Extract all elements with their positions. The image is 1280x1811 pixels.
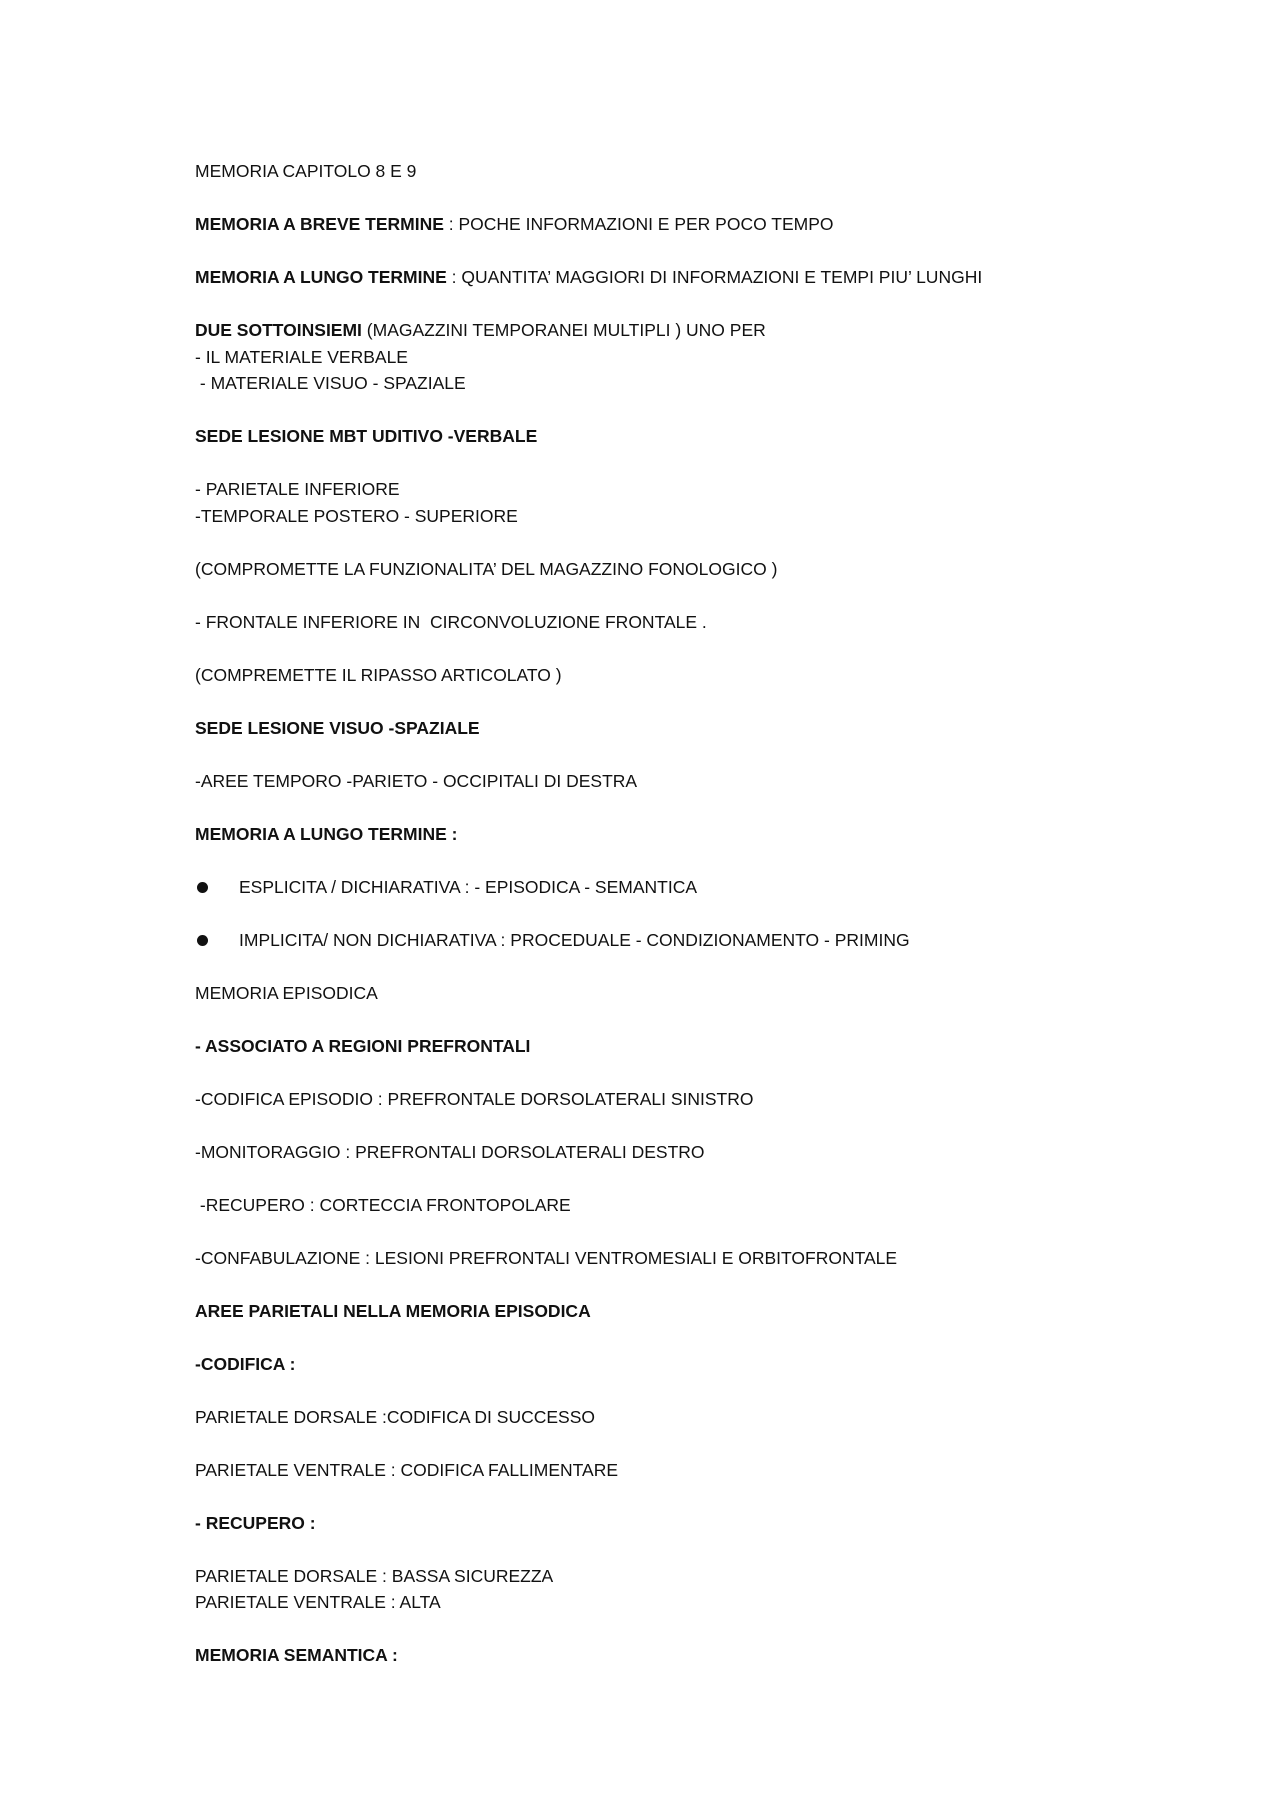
mlt-bullet-list — [195, 874, 1195, 954]
codifica-line: PARIETALE VENTRALE : CODIFICA FALLIMENTARE — [195, 1459, 619, 1480]
episodica-subheading: - ASSOCIATO A REGIONI PREFRONTALI — [195, 1035, 531, 1056]
recupero-heading: - RECUPERO : — [195, 1512, 316, 1533]
list-item — [195, 874, 1195, 901]
sottoinsiemi-def: (MAGAZZINI TEMPORANEI MULTIPLI ) UNO PER — [361, 320, 766, 340]
bullet-dot-icon — [197, 935, 208, 946]
bullet-text: ESPLICITA / DICHIARATIVA : - EPISODICA - SEMANTICA — [239, 876, 698, 897]
mlt-definition — [195, 264, 1195, 291]
episodica-heading: MEMORIA EPISODICA — [195, 982, 378, 1003]
sede-mbt-heading: SEDE LESIONE MBT UDITIVO -VERBALE — [195, 426, 538, 446]
list-item — [195, 927, 1195, 954]
episodica-line: -CODIFICA EPISODIO : PREFRONTALE DORSOLATERALI SINISTRO — [195, 1088, 754, 1109]
recupero-list — [195, 1563, 1195, 1616]
codifica-line: PARIETALE DORSALE :CODIFICA DI SUCCESSO — [195, 1406, 595, 1427]
sottoinsiemi-line: - IL MATERIALE VERBALE — [195, 346, 408, 367]
mlt-section-heading: MEMORIA A LUNGO TERMINE : — [195, 823, 458, 844]
episodica-line: -MONITORAGGIO : PREFRONTALI DORSOLATERALI DESTRO — [195, 1141, 705, 1162]
episodica-line: -CONFABULAZIONE : LESIONI PREFRONTALI VENTROMESIALI E ORBITOFRONTALE — [195, 1247, 898, 1268]
sede-mbt-line: -TEMPORALE POSTERO - SUPERIORE — [195, 505, 518, 526]
mbt-definition — [195, 211, 1195, 238]
document-page — [195, 158, 1195, 1695]
bullet-dot-icon — [197, 882, 208, 893]
mlt-term: MEMORIA A LUNGO TERMINE — [195, 267, 447, 287]
parietali-heading: AREE PARIETALI NELLA MEMORIA EPISODICA — [195, 1300, 591, 1321]
sede-mbt-note: (COMPROMETTE LA FUNZIONALITA’ DEL MAGAZZINO FONOLOGICO ) — [195, 558, 778, 579]
sede-visuo-spaziale-heading: SEDE LESIONE VISUO -SPAZIALE — [195, 717, 480, 738]
sottoinsiemi-line: - MATERIALE VISUO - SPAZIALE — [195, 373, 466, 393]
sede-visuo-spaziale-line: -AREE TEMPORO -PARIETO - OCCIPITALI DI DESTRA — [195, 770, 638, 791]
mlt-def: : QUANTITA’ MAGGIORI DI INFORMAZIONI E TEMPI PIU’ LUNGHI — [446, 267, 983, 287]
mbt-def: : POCHE INFORMAZIONI E PER POCO TEMPO — [443, 214, 834, 234]
recupero-line: PARIETALE DORSALE : BASSA SICUREZZA — [195, 1565, 554, 1586]
sede-mbt-line: - PARIETALE INFERIORE — [195, 479, 400, 499]
codifica-heading: -CODIFICA : — [195, 1353, 296, 1374]
mbt-term: MEMORIA A BREVE TERMINE — [195, 214, 444, 234]
sede-mbt-note: (COMPREMETTE IL RIPASSO ARTICOLATO ) — [195, 664, 562, 685]
bullet-text: IMPLICITA/ NON DICHIARATIVA : PROCEDUALE - CONDIZIONAMENTO - PRIMING — [239, 929, 910, 950]
document-title: MEMORIA CAPITOLO 8 E 9 — [195, 161, 417, 181]
sede-mbt-line: - FRONTALE INFERIORE IN CIRCONVOLUZIONE FRONTALE . — [195, 611, 707, 632]
sottoinsiemi-term: DUE SOTTOINSIEMI — [195, 320, 362, 340]
sottoinsiemi-block — [195, 317, 1195, 397]
semantica-heading: MEMORIA SEMANTICA : — [195, 1645, 398, 1665]
recupero-line: PARIETALE VENTRALE : ALTA — [195, 1592, 441, 1612]
sede-mbt-list — [195, 476, 1195, 529]
episodica-line: -RECUPERO : CORTECCIA FRONTOPOLARE — [195, 1194, 571, 1215]
